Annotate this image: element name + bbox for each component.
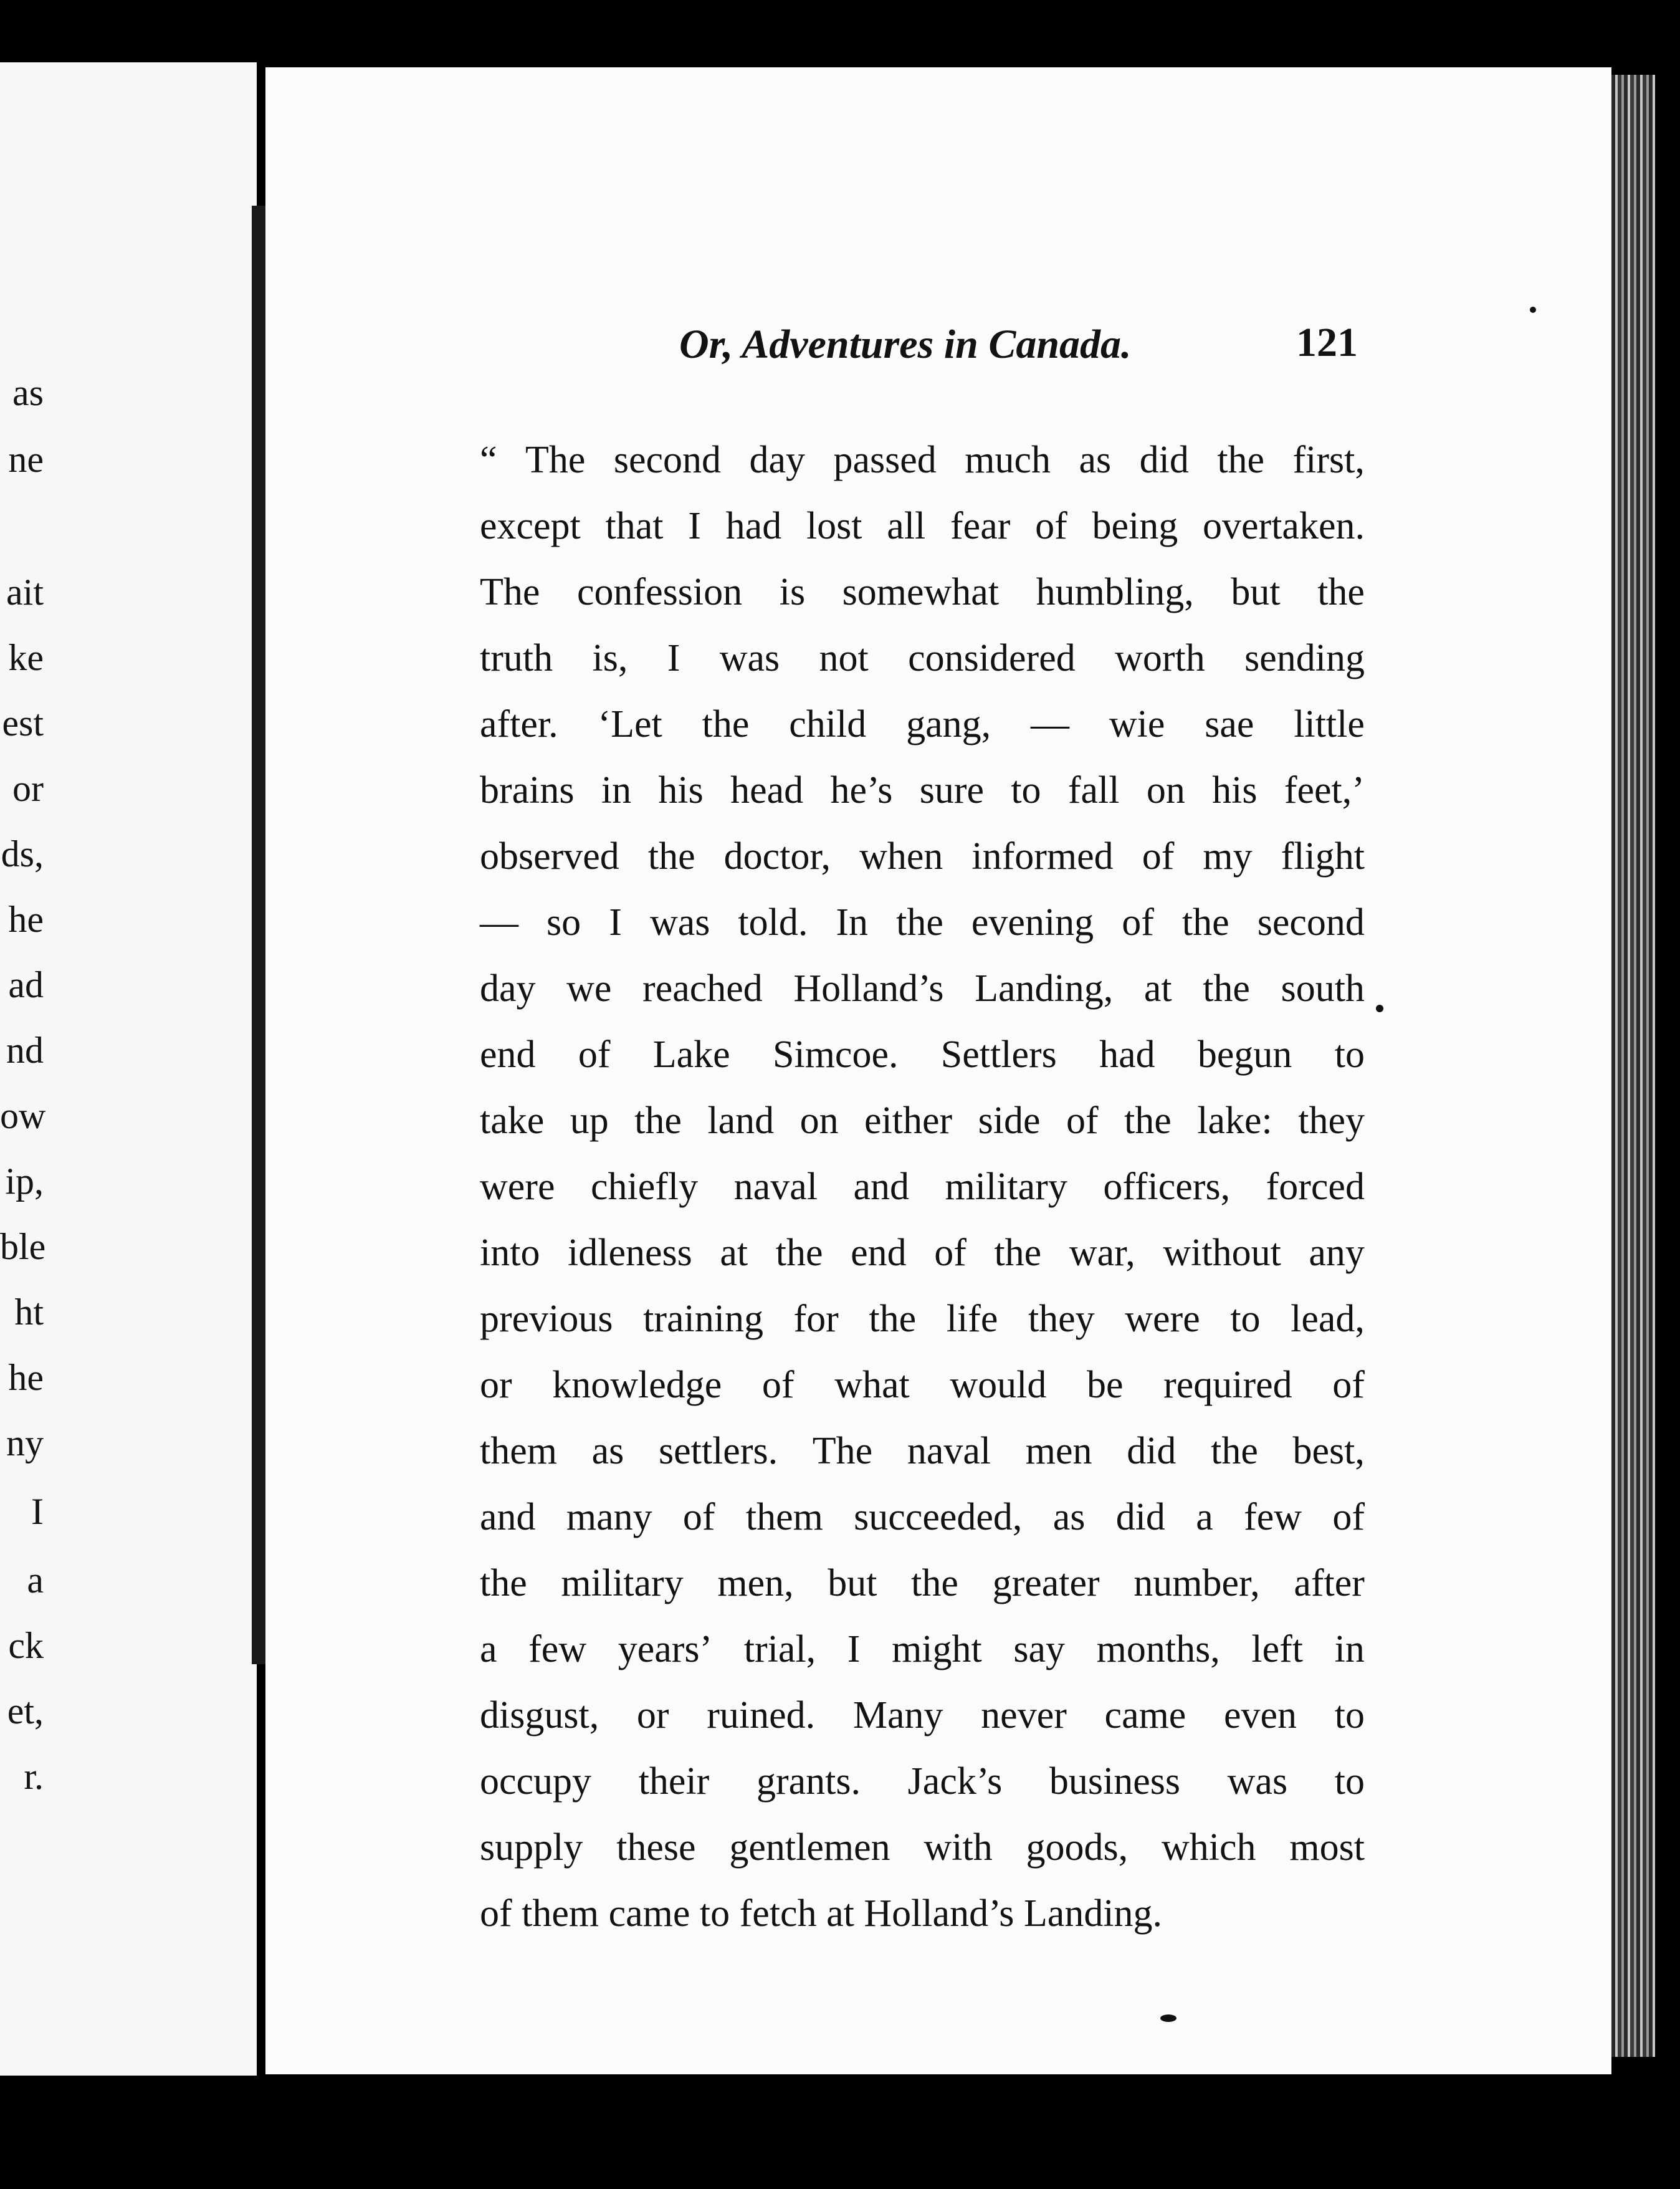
ink-speck [1376,1005,1383,1012]
text-line: after. ‘Let the child gang, — wie sae little [480,703,1365,745]
facing-page-fragment: et, [7,1690,44,1732]
book-gutter [252,206,265,1664]
facing-page-fragment: ait [6,572,44,613]
text-line: brains in his head he’s sure to fall on his feet,’ [480,769,1365,812]
facing-page-fragment: ip, [5,1161,44,1202]
text-line: previous training for the life they were to lead, [480,1298,1365,1340]
facing-page-fragment: ke [8,637,44,678]
facing-page [0,62,257,2076]
facing-page-fragment: ny [6,1422,44,1463]
text-line: disgust, or ruined. Many never came even to [480,1694,1365,1736]
text-line: supply these gentlemen with goods, which most [480,1826,1365,1869]
text-line: the military men, but the greater number, after [480,1562,1365,1604]
body-text [480,427,1365,1947]
facing-page-fragment: ds, [1,833,44,874]
facing-page-fragment: ow [0,1095,46,1136]
text-line: — so I was told. In the evening of the second [480,901,1365,944]
facing-page-fragment: nd [6,1030,44,1071]
text-line: were chiefly naval and military officers, forced [480,1166,1365,1208]
facing-page-fragment: as [12,372,44,413]
text-line: or knowledge of what would be required of [480,1364,1365,1406]
text-line: “ The second day passed much as did the first, [480,439,1365,481]
text-line: take up the land on either side of the lake: they [480,1099,1365,1142]
page-number: 121 [1296,320,1358,365]
text-line: The confession is somewhat humbling, but the [480,571,1365,613]
facing-page-fragment: r. [24,1756,44,1797]
facing-page-fragment: ck [8,1625,44,1666]
facing-page-fragment: ne [8,439,44,480]
text-line: a few years’ trial, I might say months, left in [480,1628,1365,1670]
facing-page-fragment: I [31,1491,44,1532]
text-line: observed the doctor, when informed of my flight [480,835,1365,878]
text-line: of them came to fetch at Holland’s Landing. [480,1892,1163,1935]
page-edges [1611,75,1655,2057]
text-line: into idleness at the end of the war, without any [480,1232,1365,1274]
facing-page-fragment: he [8,899,44,940]
facing-page-fragment: or [12,768,44,809]
facing-page-fragment: est [2,702,44,744]
text-line: occupy their grants. Jack’s business was to [480,1760,1365,1803]
ink-speck [1160,2014,1176,2022]
text-line: day we reached Holland’s Landing, at the south [480,967,1365,1010]
ink-speck [1530,307,1536,313]
text-line: end of Lake Simcoe. Settlers had begun to [480,1033,1365,1076]
facing-page-fragment: he [8,1357,44,1398]
text-line: except that I had lost all fear of being overtaken. [480,505,1365,547]
running-title: Or, Adventures in Canada. [679,322,1132,367]
facing-page-fragment: ht [14,1291,44,1333]
facing-page-fragment: a [27,1559,44,1601]
text-line: truth is, I was not considered worth sending [480,637,1365,679]
facing-page-fragment: ble [0,1226,46,1267]
text-line: and many of them succeeded, as did a few of [480,1496,1365,1538]
text-line: them as settlers. The naval men did the best, [480,1430,1365,1472]
facing-page-fragment: ad [8,964,44,1005]
